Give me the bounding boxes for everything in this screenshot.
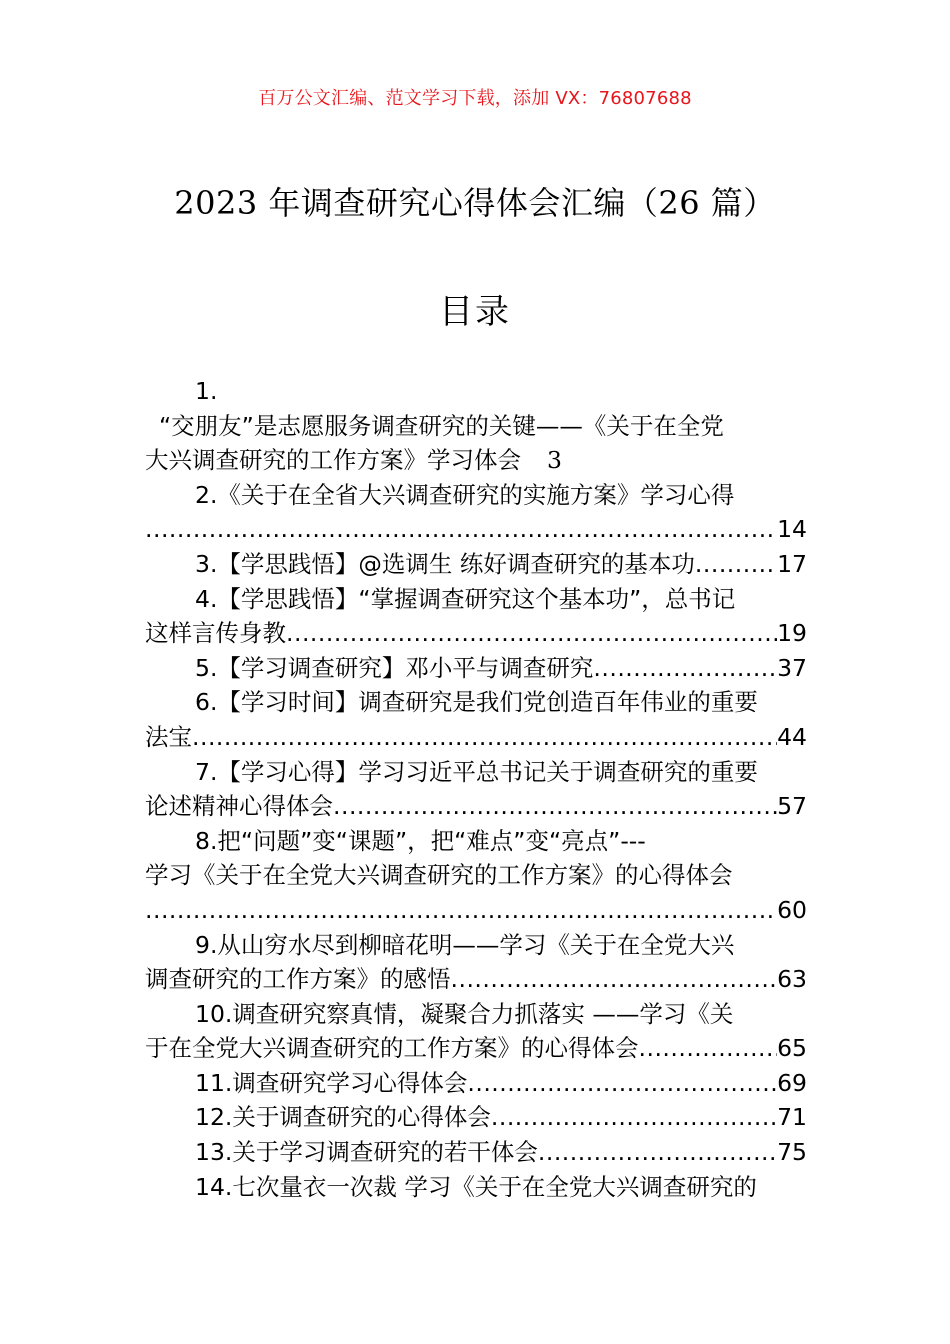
toc-entry-12[interactable] [145, 1100, 807, 1135]
toc-leader-dots [467, 1066, 777, 1101]
toc-entry-5[interactable] [145, 651, 807, 686]
toc-page-number: 69 [777, 1068, 807, 1097]
toc-page-number: 75 [777, 1138, 807, 1167]
toc-page-number: 3 [547, 446, 562, 475]
toc-entry-text: 大兴调查研究的工作方案》学习体会 [145, 446, 521, 475]
toc-entry-text: 8.把“问题”变“课题”，把“难点”变“亮点”--- [195, 826, 646, 855]
toc-entry-text: 调查研究的工作方案》的感悟 [145, 965, 451, 994]
toc-entry-text: 学习《关于在全党大兴调查研究的工作方案》的心得体会 [145, 861, 733, 890]
toc-leader-dots [695, 547, 777, 582]
toc-heading: 目录 [439, 292, 511, 332]
toc-page-number: 71 [777, 1103, 807, 1132]
toc-entry-2[interactable] [145, 478, 807, 547]
header-note: 百万公文汇编、范文学习下载，添加 VX：76807688 [258, 88, 692, 109]
toc-entry-text: 11.调查研究学习心得体会 [195, 1068, 468, 1097]
toc-page-number: 57 [777, 792, 807, 821]
toc-entry-text: 10.调查研究察真情，凝聚合力抓落实 ——学习《关 [195, 999, 734, 1028]
toc-entry-text: 12.关于调查研究的心得体会 [195, 1103, 491, 1132]
toc-entry-text: 1. [195, 377, 218, 405]
toc-page-number: 17 [777, 549, 807, 578]
toc-entry-9[interactable] [145, 928, 807, 997]
toc-leader-dots [192, 720, 777, 755]
toc-page-number: 60 [777, 895, 807, 924]
toc-entry-11[interactable] [145, 1066, 807, 1101]
toc-entry-13[interactable] [145, 1135, 807, 1170]
toc-entry-text: 5.【学习调查研究】邓小平与调查研究 [195, 653, 594, 682]
toc-entry-text: 9.从山穷水尽到柳暗花明——学习《关于在全党大兴 [195, 930, 735, 959]
toc-entry-text: 4.【学思践悟】“掌握调查研究这个基本功”，总书记 [195, 584, 736, 613]
toc-entry-10[interactable] [145, 997, 807, 1066]
toc-leader-dots [639, 1031, 778, 1066]
toc-entry-text: “交朋友”是志愿服务调查研究的关键——《关于在全党 [159, 411, 724, 440]
toc-entry-6[interactable] [145, 685, 807, 754]
toc-entry-7[interactable] [145, 755, 807, 824]
toc-entry-text: 于在全党大兴调查研究的工作方案》的心得体会 [145, 1034, 639, 1063]
document-title: 2023 年调查研究心得体会汇编（26 篇） [174, 184, 776, 222]
toc-page-number: 44 [777, 722, 807, 751]
toc-leader-dots [286, 616, 777, 651]
table-of-contents [145, 374, 807, 1204]
toc-entry-text: 3.【学思践悟】@选调生 练好调查研究的基本功 [195, 549, 695, 578]
toc-page-number: 63 [777, 965, 807, 994]
toc-page-number: 14 [777, 515, 807, 544]
toc-entry-3[interactable] [145, 547, 807, 582]
toc-leader-dots [333, 789, 777, 824]
toc-entry-text: 论述精神心得体会 [145, 792, 333, 821]
toc-entry-text: 14.七次量衣一次裁 学习《关于在全党大兴调查研究的 [195, 1172, 757, 1201]
toc-page-number: 37 [777, 653, 807, 682]
toc-leader-dots [538, 1135, 777, 1170]
toc-entry-4[interactable] [145, 582, 807, 651]
toc-entry-8[interactable] [145, 824, 807, 928]
toc-entry-1[interactable] [145, 374, 807, 478]
toc-entry-text: 13.关于学习调查研究的若干体会 [195, 1138, 538, 1167]
toc-entry-text: 这样言传身教 [145, 619, 286, 648]
toc-leader-dots [145, 893, 777, 928]
toc-entry-text: 7.【学习心得】学习习近平总书记关于调查研究的重要 [195, 757, 758, 786]
toc-leader-dots [491, 1100, 777, 1135]
toc-leader-dots [451, 962, 778, 997]
toc-entry-14[interactable] [145, 1170, 807, 1205]
toc-entry-text: 2.《关于在全省大兴调查研究的实施方案》学习心得 [195, 480, 735, 509]
toc-leader-dots [145, 512, 777, 547]
toc-entry-text: 法宝 [145, 722, 192, 751]
toc-entry-text: 6.【学习时间】调查研究是我们党创造百年伟业的重要 [195, 688, 758, 717]
toc-leader-dots [593, 651, 777, 686]
toc-page-number: 19 [777, 619, 807, 648]
toc-page-number: 65 [777, 1034, 807, 1063]
